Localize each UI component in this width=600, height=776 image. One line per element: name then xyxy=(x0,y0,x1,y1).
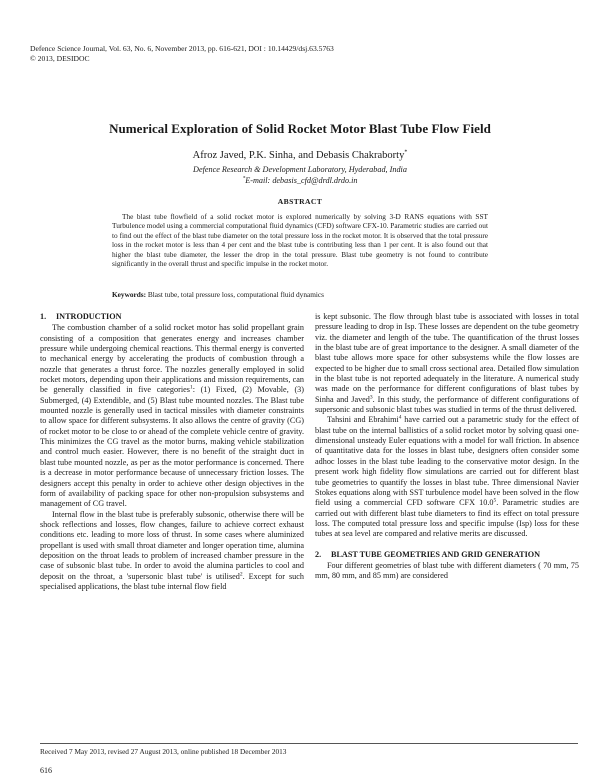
intro-p4-text-a: Tahsini and Ebrahimi xyxy=(327,415,399,425)
section-1-title: INTRODUCTION xyxy=(56,312,122,321)
intro-p3-text-a: is kept subsonic. The flow through blast tube is associated with losses in total pressure leading to drop in Isp. These losses are dependent on the tube geometry viz. the diameter and length of the tube. The quantification of the thrust losses in the blast tube are of great importance to the designer. A small diameter of the blast tube allows more space for other subsystems while the flow losses are expected to be higher due to small cross sectional area. Detailed flow simulation in the blast tube is not reported adequately in the literature. A numerical study was made on the performance for different configurations of blast tubes by Sinha and Javed xyxy=(315,312,579,404)
keywords-label: Keywords: xyxy=(112,290,147,299)
journal-copyright: © 2013, DESIDOC xyxy=(30,54,90,63)
section-1-number: 1. xyxy=(40,312,47,321)
journal-citation: Defence Science Journal, Vol. 63, No. 6, November 2013, pp. 616-621, DOI : 10.14429/dsj.63.5763 xyxy=(30,44,334,53)
author-list xyxy=(0,150,600,161)
right-column xyxy=(315,312,579,582)
section-2-title: BLAST TUBE GEOMETRIES AND GRID GENERATION xyxy=(331,549,541,559)
left-column xyxy=(40,312,304,592)
citation-ref-4: 4 xyxy=(398,414,402,421)
page-number: 616 xyxy=(40,766,52,775)
footer-divider xyxy=(40,743,578,744)
keywords-text: Blast tube, total pressure loss, computational fluid dynamics xyxy=(147,290,324,299)
section-2-number: 2. xyxy=(315,549,322,559)
citation-ref-5: 5 xyxy=(493,497,497,504)
section-2-heading xyxy=(315,550,579,560)
intro-paragraph-2 xyxy=(40,510,304,593)
author-email: E-mail: debasis_cfd@drdl.drdo.in xyxy=(245,175,358,185)
paper-title: Numerical Exploration of Solid Rocket Motor Blast Tube Flow Field xyxy=(109,121,491,136)
section-2-p1-text: Four different geometries of blast tube with different diameters ( 70 mm, 75 mm, 80 mm, and 85 mm) are considered xyxy=(315,560,579,581)
intro-p2-text-b: . Except for such specialised applications, the blast tube internal flow field xyxy=(40,571,304,591)
received-dates: Received 7 May 2013, revised 27 August 2013, online published 18 December 2013 xyxy=(40,747,287,756)
abstract-text: The blast tube flowfield of a solid rocket motor is explored numerically by solving 3-D RANS equations with SST Turbulence model using a commercial computational fluid dynamics (CFD) software CFX-10. Parametric studies are carried out to find out the effect of the blast tube diameter on the total pressure loss in the rocket motor. It is observed that the total pressure loss in the rocket motor is less than 4 per cent and the blast tube is contributing less than 1 per cent. It is also found out that higher the blast tube diameter, the lesser the drop in the total pressure. Blast tube geometry is not found to contribute significantly in the overall thrust and specific impulse in the rocket motor. xyxy=(112,212,488,269)
intro-p4-text-c: . Parametric studies are carried out with different blast tube diameters to find its effect on total pressure loss. The computed total pressure loss and specific impulse (Isp) loss for these tubes at sea level are compared and relative merits are discussed. xyxy=(315,498,579,539)
journal-header xyxy=(30,44,334,64)
citation-ref-2: 2 xyxy=(239,570,243,577)
affiliation: Defence Research & Development Laboratory, Hyderabad, India xyxy=(193,165,407,174)
intro-paragraph-3 xyxy=(315,312,579,415)
authors-text: Afroz Javed, P.K. Sinha, and Debasis Chakraborty xyxy=(192,150,405,161)
intro-p4-text-b: have carried out a parametric study for the effect of blast tube on the internal ballistics of a solid rocket motor by solving quasi one-dimensional unsteady Euler equations with a model for wall friction. In absence of quantitative data for the losses in blast tube, designers often consider some adhoc losses in the blast tube leading to the conservative motor design. In the present work high fidelity flow simulations are carried out for different blast tube geometries to quantify the losses in blast tube. Three dimensional Navier Stokes equations along with SST turbulence model have been solved in the flow field using a commercial CFD software CFX 10.0 xyxy=(315,415,579,508)
section-1-heading xyxy=(40,312,304,322)
citation-ref-1: 1 xyxy=(189,384,193,391)
intro-paragraph-1 xyxy=(40,323,304,509)
intro-p2-text-a: Internal flow in the blast tube is preferably subsonic, otherwise there will be shock reflections and losses, flow changes, failure to achieve correct exhaust conditions etc. leading to more loss of thrust. In some cases where aluminized propellant is used with small throat diameter and longer operation time, alumina deposition on the throat leads to problem of increased chamber pressure in the case of subsonic blast tube. In order to avoid the alumina particles to cool and deposit on the throat, a 'supersonic blast tube' is utilised xyxy=(40,509,304,581)
section-2-paragraph-1 xyxy=(315,561,579,582)
intro-p3-text-b: . In this study, the performance of different configurations of supersonic and subsonic blast tubes was studied in terms of the thrust delivered. xyxy=(315,394,579,415)
abstract-heading: ABSTRACT xyxy=(277,197,323,206)
section-gap xyxy=(315,540,579,550)
keywords xyxy=(112,290,488,299)
corresponding-author-mark: * xyxy=(404,149,408,156)
intro-p1-text-a: The combustion chamber of a solid rocket motor has solid propellant grain consisting of a composition that generates energy and increases chamber pressure while undergoing chemical reactions. This thermal energy is converted to mechanical energy by accelerating the products of combustion through a nozzle that generates a thrust force. The nozzles generally employed in solid rocket motors, depending upon their applications and mission requirements, can be generally classified in five categories xyxy=(40,323,304,395)
email-mark: * xyxy=(242,174,246,181)
intro-paragraph-4 xyxy=(315,415,579,539)
affiliation-block xyxy=(0,165,600,186)
citation-ref-3: 3 xyxy=(369,394,373,401)
intro-p1-text-b: : (1) Fixed, (2) Movable, (3) Submerged, (4) Extendible, and (5) Blast tube mounted nozzles. The Blast tube mounted nozzle is generally used in tactical missiles with diameter constraints to allow space for different subsystems. It also allows the centre of gravity (CG) of rocket motor to be close to or ahead of the complete vehicle centre of gravity. This minimizes the CG travel as the motor burns, making vehicle stabilization and control much easier. However, there is no benefit of the straight duct in blast tube mounted nozzle, as per as the motor performance is concerned. There is a decrease in motor performance because of unnecessary friction losses. The designers accept this penalty in order to achieve other design objectives in the form of availability of packing space for other non-propulsion subsystems and management of CG travel. xyxy=(40,385,304,509)
